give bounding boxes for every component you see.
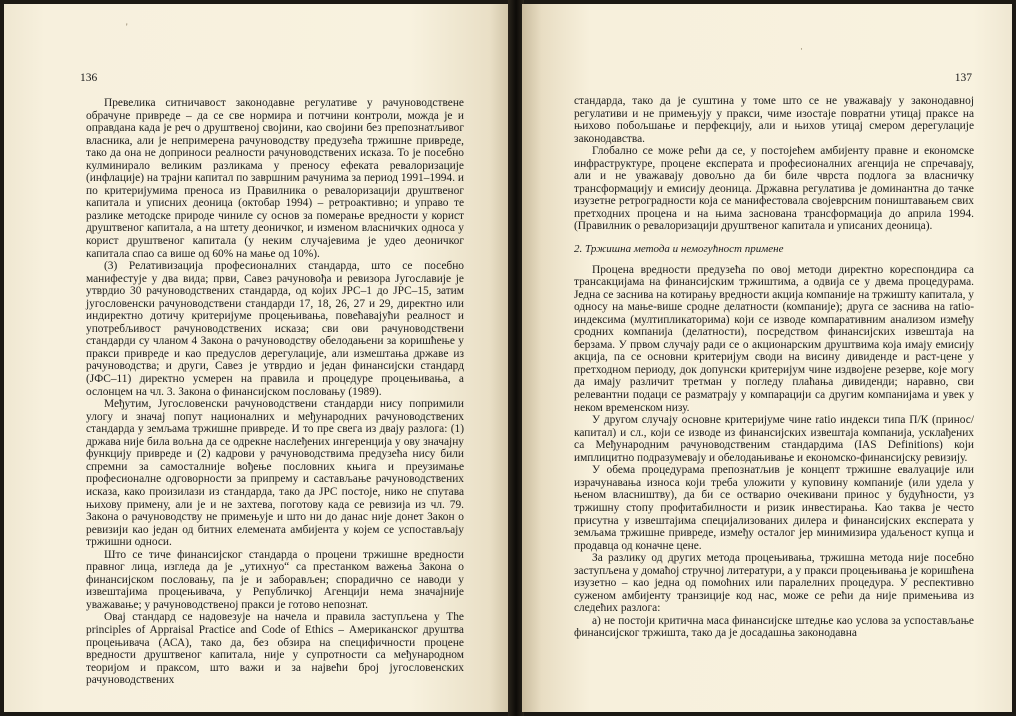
paragraph: (3) Релативизација професионалних стандарда, што се посебно манифестује у два вида; први, Савез рачуновођа и ревизора Југославије је утврдио 30 рачуноводствених стандарда, од којих ЈРС–1 до ЈРС–15, затим југословенски рачуноводствени стандарди 17, 18, 26, 27 и 29, директно или индиректно дотичу критеријуме процењивања, повећавајући реалност и употребљивост рачуноводствених исказа; сви ови рачуноводствени стандарди су чланом 4 Закона о рачуноводству обелодањени за коришћење у пракси привреде и као предуслов дерегулације, али измештањa државе из рачуноводства; и други, Савез је утврдио и један финансијски стандард (ЈФС–11) директно усмерен на правила и процедуре процењивања, а ослонцем на чл. 3. Закона о финансијском пословању (1989). bbox=[86, 260, 464, 398]
page-number-right: 137 bbox=[954, 72, 972, 84]
left-page bbox=[4, 4, 510, 712]
paragraph: стандарда, тако да је суштина у томе што се не уважавају у законодавној регулативи и не примењују у пракси, чиме изостаје повратни утицај праксе на њихово побољшање и перфекцију, али и њихов утицај смером дерегулације законодавства. bbox=[574, 95, 974, 145]
paragraph: У обема процедурама препознатљив је концепт тржишне евалуације или израчунавања износа који треба уложити у куповину компаније (или удела у њеном власништву), да би се остварио очекивани принос у будућности, уз тржишну стопу профитабилности и ризик инвестирања. Као таква је често присутна у извештајима специјализованих дилера и финансијских експерата у земљама тржишне привреде, између осталог јер минимизира удаљеност купца и продавца од коначне цене. bbox=[574, 464, 974, 552]
section-heading: 2. Тржишна метода и немогућност примене bbox=[574, 243, 784, 256]
paragraph: Овај стандард се надовезује на начела и правила заступљена у The principles of Appraisal Practice and Code of Ethics – Американског друштва процењивача (АСА), тако да, без обзира на специфичности процене вредности друштвеног капитала, није у супротности са међународном теоријом и праксом, што важи и за највећи број југословенских рачуноводствених bbox=[86, 611, 464, 687]
paragraph: а) не постоји критична маса финансијске штедње као услова за успостављање финансијског тржишта, тако да је досадашња законодавна bbox=[574, 614, 974, 640]
paragraph: Глобално се може рећи да се, у постојећем амбијенту правне и економске инфраструктуре, процене експерата и професионалних агенција не спречавају, али и не уважавају довољно да би биле чврста подлога за власничку трансформацију и емисију деоница. Државна регулатива је доминантна до тачке изузетне ретроградности која се манифестовала својеврсним поништавањем свих претходних процена и на њима заснована трансформација до априла 1994. (Правилник о ревалоризацији друштвеног капитала и уписаних деоница). bbox=[574, 145, 974, 233]
right-page-text bbox=[574, 95, 974, 640]
page-number-left: 136 bbox=[80, 72, 98, 84]
paragraph: Што се тиче финансијског стандарда о процени тржишне вредности правног лица, изгледа да је „утихнуо“ са престанком важења Закона о финансијском пословању, па је и заборављен; спорадично се наводи у извештајима процењивача, у Републичкој Агенцији нема значајније уважавање; у рачуноводственој пракси је готово непознат. bbox=[86, 548, 464, 611]
paragraph: За разлику од других метода процењивања, тржишна метода није посебно заступљена у домаћој стручној литератури, а у пракси процењивања је коришћена изузетно – као једна од помоћних или паралелних процедура. У респективно суженом амбијенту транзиције код нас, може се рећи да није примењива из следећих разлога: bbox=[574, 552, 974, 615]
left-page-text bbox=[86, 97, 464, 687]
paragraph: Превелика ситничавост законодавне регулативе у рачуноводственe обрачуне привреде – да се све нормира и потчини контроли, можда је и оправдана када је реч о друштвеној својини, као својини без препознатљивог власника, али је непримерена рачуноводству предузећа тржишне привреде, тако да она не доприноси реалности рачуноводствених исказа. То је посебно кулминирало великим разликама у преносу ефеката ревалоризације (инфлације) на трајни капитал по завршним рачунима за период 1991–1994. и по критеријумима преноса из Правилника о ревалоризацији друштвеног капитала и уписних деоница (октобар 1994) – ретроактивно; и управо те разлике методске природе чиниле су основ за померање вредности у корист друштвеног капитала, а на штету деоничког, и изменом власничких односа у корист друштвеног капитала (у неким случајевима је удео деоничког капитала спао са више од 60% на мање од 10%). bbox=[86, 97, 464, 260]
ink-speck: · bbox=[800, 44, 803, 54]
right-page bbox=[522, 4, 1012, 712]
paragraph: Међутим, Југословенски рачуноводствени стандарди нису попримили улогу и значај попут националних и међународних рачуноводствених стандарда у земљама тржишне привреде. И то пре свега из двају разлога: (1) држава није била вољна да се одрекне наслеђених ингеренција у ову значајну функцију привреде и (2) кадрови у рачуноводствима предузећа нису били спремни за самосталније вођење пословних књига и преузимање професионалне одговорности за припрему и састављање рачуноводствених исказа, како произилази из стандарда, тако да ЈРС постоје, нико не спутава њихову примену, али је и не захтева, поготову када се ревизија из чл. 79. Закона о рачуноводству не примењује и што ни до данас није донет Закон о ревизији као један од битних елемената амбијента у којем се успостављају тржишни односи. bbox=[86, 398, 464, 549]
paragraph: У другом случају основне критеријуме чине ratio индекси типа П/К (принос/капитал) и сл., који се изводе из финансијских извештаја компанија, усклађених са Међународним рачуноводственим стандардима (IAS Definitions) који имплицитно подразумевају и обелодањивање и економско-финансијску ревизију. bbox=[574, 414, 974, 464]
ink-speck: ' bbox=[126, 22, 128, 32]
paragraph: Процена вредности предузећа по овој методи директно кореспондира са трансакцијама на финансијским тржиштима, а одвија се у двема процедурама. Једна се заснива на котирању вредности акција компаније на тржишту капитала, у односу на мање-више сродне делатности (компаније); друга се заснива на ratio-индексима (мултипликаторима) који се изводе компаративним анализом између сродних компанија (делатности), посредством финансијских извештаја на берзама. У првом случају ради се о акционарским друштвима која имају емисију акција, па се основни критеријум своди на висину дивиденде и раст-цене у претходном периоду, док допунски критеријум чине издвојене резерве, које могу да имају различит третман у погледу плаћања дивиденди; наравно, сви релевантни подаци се разматрају у компарацији са другим компанијама и увек у неком временском низу. bbox=[574, 263, 974, 414]
